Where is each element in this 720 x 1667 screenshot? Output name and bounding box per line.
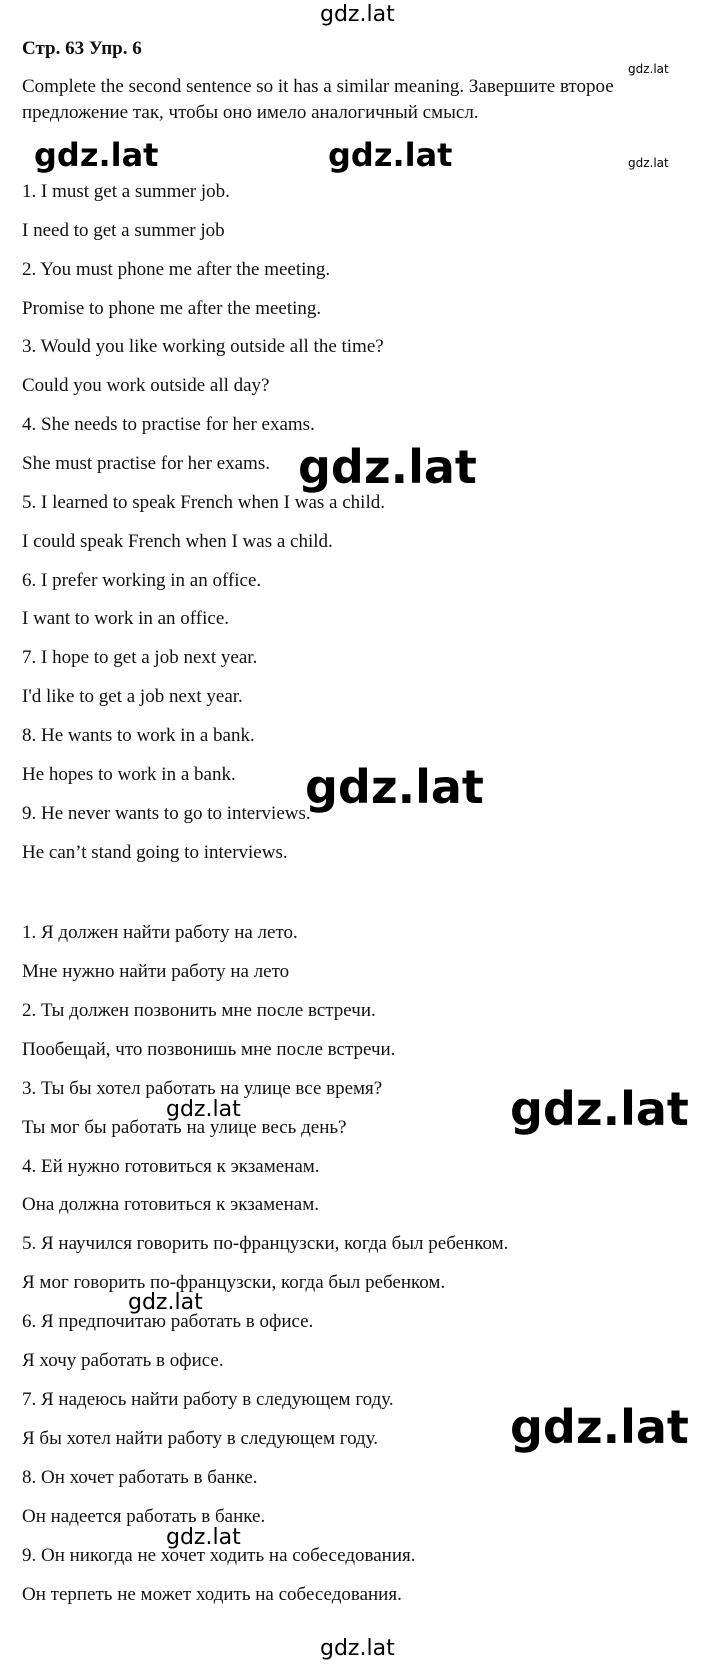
watermark-large: gdz.lat (510, 1400, 689, 1454)
english-line: Could you work outside all day? (22, 375, 270, 396)
russian-line: Он надеется работать в банке. (22, 1506, 266, 1527)
english-line: 8. He wants to work in a bank. (22, 725, 255, 746)
english-line: 6. I prefer working in an office. (22, 570, 262, 591)
page-title: Стр. 63 Упр. 6 (22, 38, 142, 59)
russian-line: Я бы хотел найти работу в следующем году. (22, 1428, 379, 1449)
english-line: 1. I must get a summer job. (22, 181, 230, 202)
russian-line: Она должна готовиться к экзаменам. (22, 1194, 319, 1215)
russian-line: Я мог говорить по-французски, когда был ребенком. (22, 1272, 446, 1293)
russian-line: 5. Я научился говорить по-французски, когда был ребенком. (22, 1233, 509, 1254)
russian-line: 4. Ей нужно готовиться к экзаменам. (22, 1156, 320, 1177)
english-line: Promise to phone me after the meeting. (22, 298, 322, 319)
russian-line: 6. Я предпочитаю работать в офисе. (22, 1311, 314, 1332)
english-line: 4. She needs to practise for her exams. (22, 414, 315, 435)
watermark-top: gdz.lat (320, 2, 395, 27)
watermark-large: gdz.lat (510, 1082, 689, 1136)
english-line: I could speak French when I was a child. (22, 531, 333, 552)
russian-line: 9. Он никогда не хочет ходить на собеседования. (22, 1545, 416, 1566)
russian-line: 7. Я надеюсь найти работу в следующем году. (22, 1389, 394, 1410)
watermark-large: gdz.lat (298, 440, 477, 494)
watermark: gdz.lat (128, 1290, 203, 1315)
english-line: She must practise for her exams. (22, 453, 270, 474)
english-line: 9. He never wants to go to interviews. (22, 803, 311, 824)
english-line: 5. I learned to speak French when I was a child. (22, 492, 385, 513)
english-line: I want to work in an office. (22, 608, 230, 629)
watermark: gdz.lat (34, 136, 159, 174)
russian-line: Мне нужно найти работу на лето (22, 961, 290, 982)
watermark-bottom: gdz.lat (320, 1636, 395, 1661)
watermark: gdz.lat (166, 1097, 241, 1122)
english-line: I need to get a summer job (22, 220, 225, 241)
english-line: 2. You must phone me after the meeting. (22, 259, 331, 280)
watermark: gdz.lat (328, 136, 453, 174)
english-line: 7. I hope to get a job next year. (22, 647, 258, 668)
english-line: He hopes to work in a bank. (22, 764, 236, 785)
russian-line: 8. Он хочет работать в банке. (22, 1467, 258, 1488)
english-line: He can’t stand going to interviews. (22, 842, 288, 863)
russian-line: Пообещай, что позвонишь мне после встречи. (22, 1039, 396, 1060)
watermark: gdz.lat (166, 1525, 241, 1550)
russian-line: 1. Я должен найти работу на лето. (22, 922, 298, 943)
watermark-small: gdz.lat (628, 156, 669, 170)
task-instructions: Complete the second sentence so it has a similar meaning. Завершите второе предложение так, чтобы оно имело аналогичный смысл. (22, 76, 614, 123)
russian-line: 3. Ты бы хотел работать на улице все время? (22, 1078, 383, 1099)
russian-line: Он терпеть не может ходить на собеседования. (22, 1584, 402, 1605)
russian-line: Я хочу работать в офисе. (22, 1350, 224, 1371)
russian-line: 2. Ты должен позвонить мне после встречи. (22, 1000, 376, 1021)
watermark-large: gdz.lat (305, 760, 484, 814)
english-line: I'd like to get a job next year. (22, 686, 243, 707)
english-line: 3. Would you like working outside all the time? (22, 336, 384, 357)
watermark-small: gdz.lat (628, 62, 669, 76)
russian-line: Ты мог бы работать на улице весь день? (22, 1117, 347, 1138)
